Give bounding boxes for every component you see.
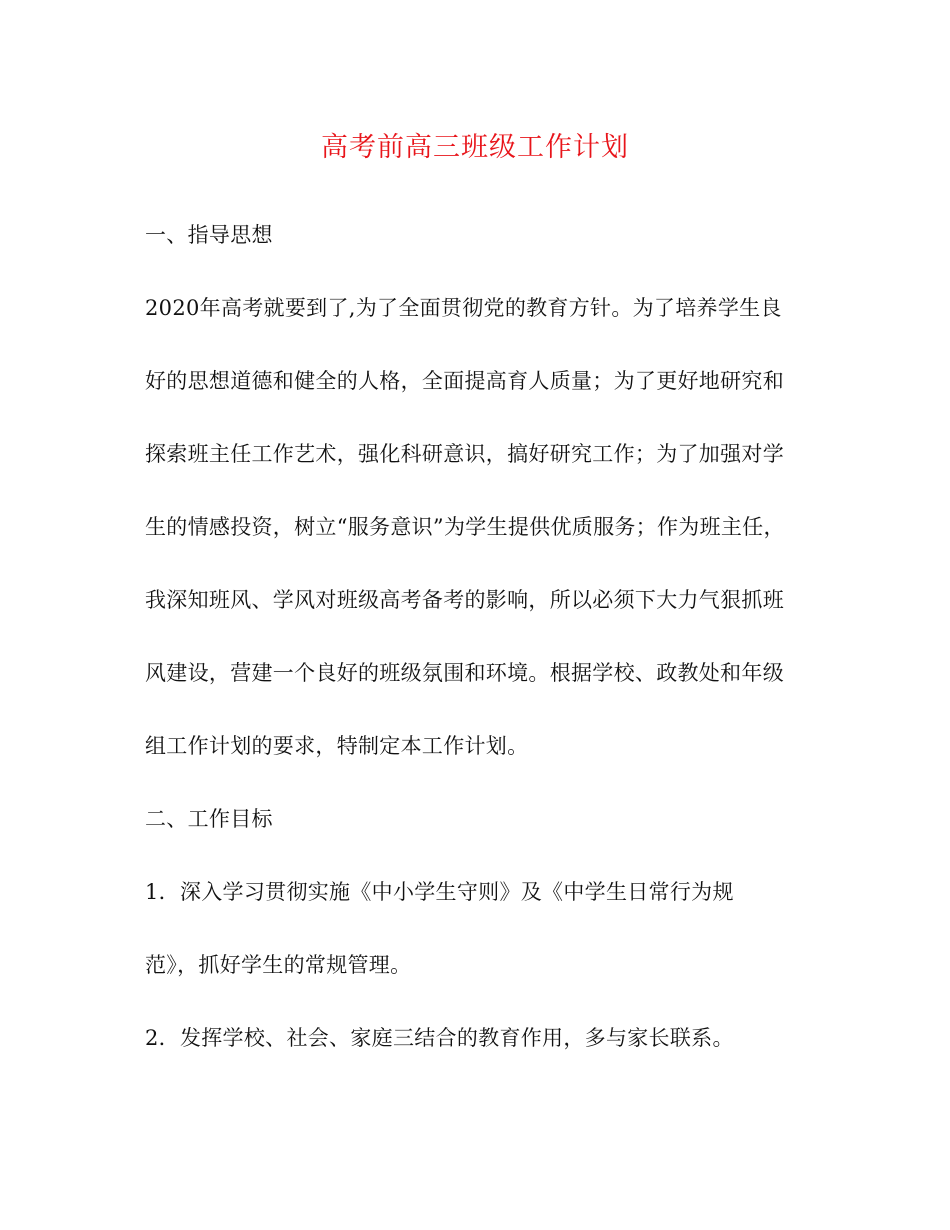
paragraph-line: 组工作计划的要求，特制定本工作计划。 xyxy=(145,734,529,758)
section-heading-work-goals: 二、工作目标 xyxy=(145,807,273,831)
list-item-line: 2．发挥学校、社会、家庭三结合的教育作用，多与家长联系。 xyxy=(145,1026,734,1050)
document-body xyxy=(145,210,810,1086)
document-title: 高考前高三班级工作计划 xyxy=(321,132,629,163)
list-item-line: 1．深入学习贯彻实施《中小学生守则》及《中学生日常行为规 xyxy=(145,880,734,904)
paragraph-line: 好的思想道德和健全的人格，全面提高育人质量；为了更好地研究和 xyxy=(145,369,784,393)
paragraph-line: 生的情感投资，树立“服务意识”为学生提供优质服务；作为班主任， xyxy=(145,515,785,539)
paragraph-line: 风建设，营建一个良好的班级氛围和环境。根据学校、政教处和年级 xyxy=(145,661,784,685)
section-heading-guiding-ideology: 一、指导思想 xyxy=(145,223,273,247)
paragraph-line: 2020年高考就要到了,为了全面贯彻党的教育方针。为了培养学生良 xyxy=(145,296,782,320)
paragraph-line: 我深知班风、学风对班级高考备考的影响，所以必须下大力气狠抓班 xyxy=(145,588,784,612)
paragraph-line: 探索班主任工作艺术，强化科研意识，搞好研究工作；为了加强对学 xyxy=(145,442,784,466)
list-item-line: 范》，抓好学生的常规管理。 xyxy=(145,953,412,977)
